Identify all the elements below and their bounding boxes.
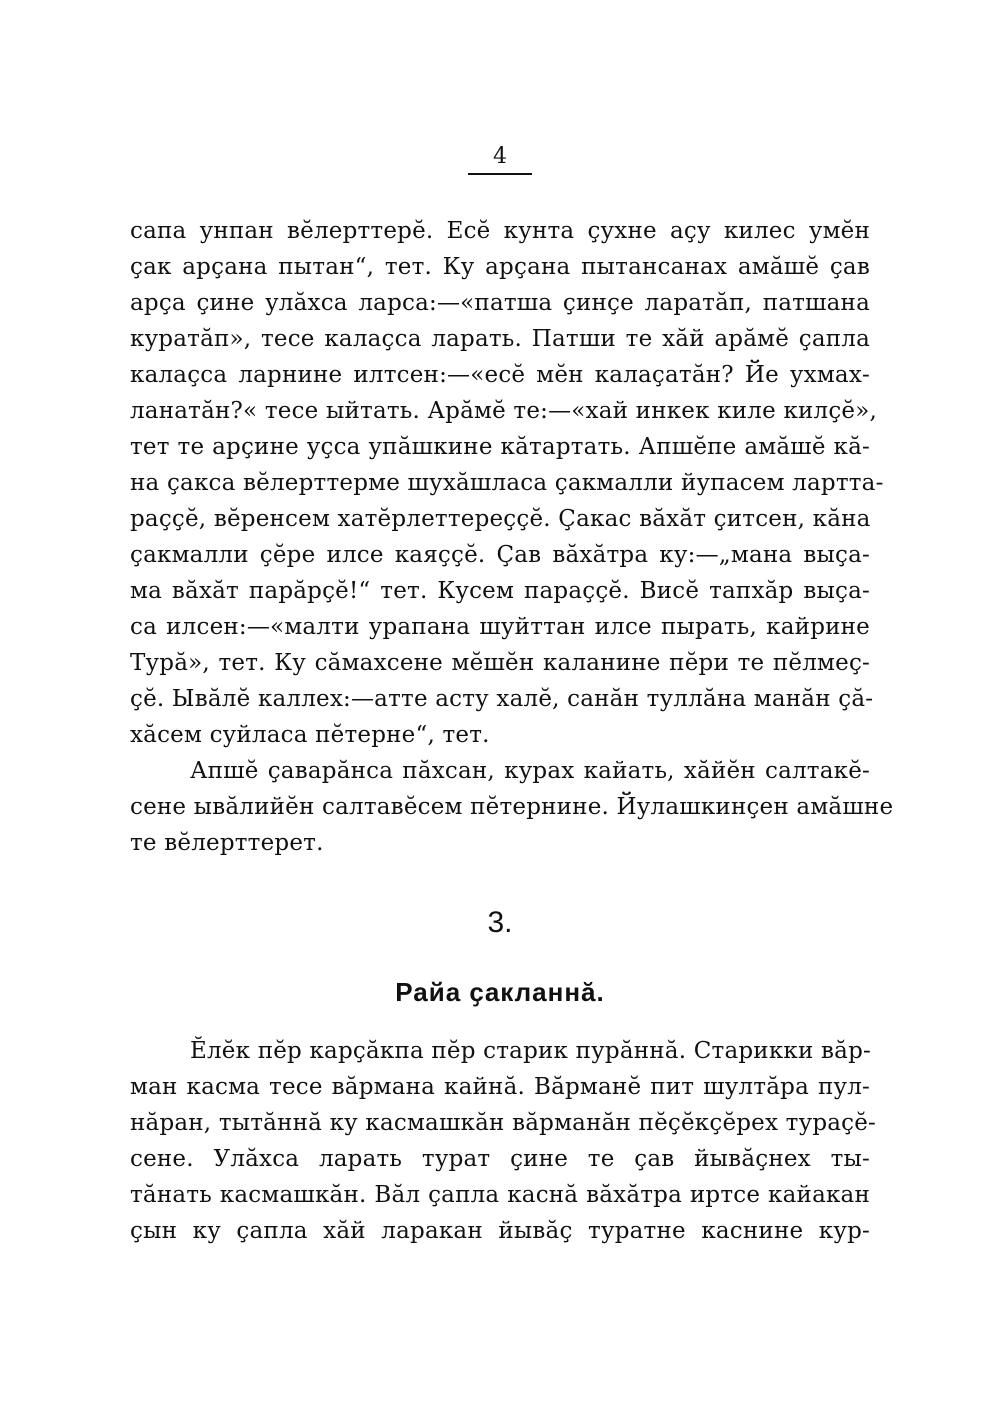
text-line: ҫакмалли ҫӗре илсе каяҫҫӗ. Ҫав вӑхӑтра ку:—„мана выҫа- bbox=[130, 542, 870, 568]
text-line: са илсен:—«малти урапана шуйттан илсе пырать, кайрине bbox=[130, 614, 870, 640]
text-line: арҫа ҫине улӑхса ларса:—«патша ҫинҫе ларатӑп, патшана bbox=[130, 290, 870, 316]
section-title: Райа ҫакланнӑ. bbox=[395, 977, 605, 1007]
text-line: калаҫса ларнине илтсен:—«есӗ мӗн калаҫатӑн? Йе ухмах- bbox=[130, 362, 870, 388]
text-line: сене. Улӑхса ларать турат ҫине те ҫав йывӑҫнех ты- bbox=[130, 1146, 870, 1172]
text-line: Ӗлӗк пӗр карҫӑкпа пӗр старик пурӑннӑ. Старикки вӑр- bbox=[190, 1038, 871, 1064]
text-line: ҫӗ. Ывӑлӗ каллех:—атте асту халӗ, санӑн туллӑна манӑн ҫӑ- bbox=[130, 686, 874, 712]
text-line: тет те арҫине уҫса упӑшкине кӑтартать. Апшӗпе амӑшӗ кӑ- bbox=[130, 434, 870, 460]
text-line: сене ывӑлийӗн салтавӗсем пӗтернине. Йулашкинҫен амӑшне bbox=[130, 794, 894, 820]
text-line: нӑран, тытӑннӑ ку касмашкӑн вӑрманӑн пӗҫӗкҫӗрех тураҫӗ- bbox=[130, 1110, 877, 1136]
text-line: куратӑп», тесе калаҫса ларать. Патши те хӑй арӑмӗ ҫапла bbox=[130, 326, 870, 352]
text-line: ҫак арҫана пытан“, тет. Ку арҫана пытансанах амӑшӗ ҫав bbox=[130, 254, 870, 280]
text-line: ман касма тесе вӑрмана кайнӑ. Вӑрманӗ пит шултӑра пул- bbox=[130, 1074, 870, 1100]
text-line: те вӗлерттерет. bbox=[130, 830, 324, 856]
text-line: хӑсем суйласа пӗтерне“, тет. bbox=[130, 722, 490, 748]
text-line: раҫҫӗ, вӗренсем хатӗрлеттереҫҫӗ. Ҫакас вӑхӑт ҫитсен, кӑна bbox=[130, 506, 871, 532]
page-number: 4 bbox=[493, 144, 507, 169]
text-line: сапа унпан вӗлерттерӗ. Есӗ кунта ҫухне аҫу килес умӗн bbox=[130, 218, 870, 244]
top-paragraph bbox=[130, 213, 884, 753]
text-line: Турӑ», тет. Ку сӑмахсене мӗшӗн каланине пӗри те пӗлмеҫ- bbox=[130, 650, 870, 676]
section-number: 3. bbox=[487, 906, 513, 939]
page-number-underline bbox=[468, 173, 532, 175]
third-paragraph bbox=[130, 1033, 877, 1249]
second-paragraph bbox=[130, 753, 894, 861]
text-line: ҫын ку ҫапла хӑй ларакан йывӑҫ туратне каснине кур- bbox=[130, 1218, 870, 1244]
text-line: на ҫакса вӗлерттерме шухӑшласа ҫакмалли йупасем лартта- bbox=[130, 470, 884, 496]
text-line: тӑнать касмашкӑн. Вӑл ҫапла каснӑ вӑхӑтра иртсе кайакан bbox=[130, 1182, 870, 1208]
text-line: ланатӑн?« тесе ыйтать. Арӑмӗ те:—«хай инкек киле килҫӗ», bbox=[130, 398, 878, 424]
text-line: ма вӑхӑт парӑрҫӗ!“ тет. Кусем параҫҫӗ. Висӗ тапхӑр выҫа- bbox=[130, 578, 870, 604]
text-line: Апшӗ ҫаварӑнса пӑхсан, курах кайать, хӑйӗн салтакӗ- bbox=[190, 758, 870, 784]
